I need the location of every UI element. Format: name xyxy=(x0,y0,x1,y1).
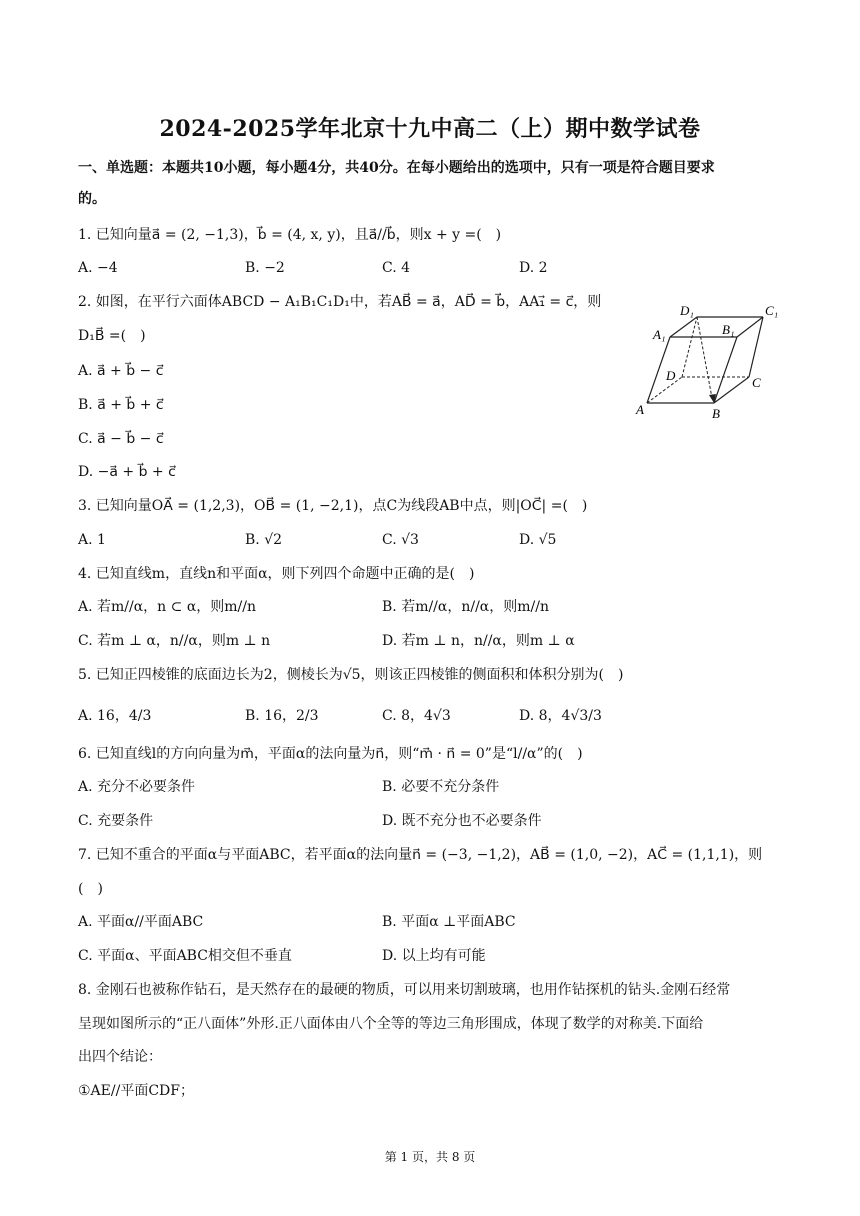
q1-option-d: D. 2 xyxy=(519,260,548,276)
edge-a1d1 xyxy=(670,317,697,337)
label-a: A xyxy=(636,402,644,417)
q5-option-b: B. 16，2/3 xyxy=(245,708,319,724)
label-a1: A₁ xyxy=(653,327,666,342)
q7-stem-line1: 7. 已知不重合的平面α与平面ABC，若平面α的法向量n⃗ = (−3, −1,2)，AB⃗ = (1,0, −2)，AC⃗ = (1,1,1)，则 xyxy=(78,847,763,863)
label-c: C xyxy=(752,375,761,390)
q2-option-d: D. −a⃗ + b⃗ + c⃗ xyxy=(78,464,176,480)
q3-option-a: A. 1 xyxy=(78,532,106,548)
q6-option-b: B. 必要不充分条件 xyxy=(382,779,500,795)
q6-stem: 6. 已知直线l的方向向量为m⃗，平面α的法向量为n⃗，则“m⃗ · n⃗ = 0”是“l//α”的( ) xyxy=(78,746,583,762)
q5-option-c: C. 8，4√3 xyxy=(382,708,451,724)
q6-option-a: A. 充分不必要条件 xyxy=(78,779,196,795)
q4-option-a: A. 若m//α，n ⊂ α，则m//n xyxy=(78,599,257,615)
q2-stem-line1: 2. 如图，在平行六面体ABCD − A₁B₁C₁D₁中，若AB⃗ = a⃗，AD⃗ = b⃗，AA₁⃗ = c⃗，则 xyxy=(78,294,602,310)
q4-option-c: C. 若m ⊥ α，n//α，则m ⊥ n xyxy=(78,633,271,649)
q8-line1: 8. 金刚石也被称作钻石，是天然存在的最硬的物质，可以用来切割玻璃，也用作钻探机的钻头.金刚石经常 xyxy=(78,982,731,998)
edge-bb1 xyxy=(714,337,737,403)
q6-option-d: D. 既不充分也不必要条件 xyxy=(382,813,542,829)
q1-option-b: B. −2 xyxy=(245,260,285,276)
q3-option-b: B. √2 xyxy=(245,532,283,548)
edge-ad-hidden xyxy=(647,377,682,403)
q4-option-d: D. 若m ⊥ n，n//α，则m ⊥ α xyxy=(382,633,575,649)
q7-option-d: D. 以上均有可能 xyxy=(382,948,486,964)
q2-stem-line2: D₁B⃗ =( ) xyxy=(78,328,146,344)
page-title: 2024-2025学年北京十九中高二（上）期中数学试卷 xyxy=(159,116,701,142)
page-footer: 第 1 页，共 8 页 xyxy=(384,1150,476,1164)
q5-option-a: A. 16，4/3 xyxy=(78,708,152,724)
q1-option-a: A. −4 xyxy=(78,260,118,276)
label-b1: B₁ xyxy=(722,322,735,337)
q8-line3: 出四个结论： xyxy=(78,1049,162,1065)
q7-option-b: B. 平面α ⊥平面ABC xyxy=(382,914,516,930)
edge-bc xyxy=(714,377,749,403)
q2-option-c: C. a⃗ − b⃗ − c⃗ xyxy=(78,431,164,447)
label-d1: D₁ xyxy=(680,303,694,318)
parallelepiped-figure xyxy=(630,296,790,426)
q3-stem: 3. 已知向量OA⃗ = (1,2,3)，OB⃗ = (1, −2,1)，点C为线段AB中点，则|OC⃗| =( ) xyxy=(78,498,588,514)
q5-option-d: D. 8，4√3/3 xyxy=(519,708,602,724)
q2-option-a: A. a⃗ + b⃗ − c⃗ xyxy=(78,363,164,379)
q1-stem: 1. 已知向量a⃗ = (2, −1,3)，b⃗ = (4, x, y)，且a⃗//b⃗，则x + y =( ) xyxy=(78,227,502,243)
q7-option-a: A. 平面α//平面ABC xyxy=(78,914,204,930)
q6-option-c: C. 充要条件 xyxy=(78,813,154,829)
q7-option-c: C. 平面α、平面ABC相交但不垂直 xyxy=(78,948,292,964)
label-d: D xyxy=(666,368,676,383)
section-heading-line1: 一、单选题：本题共10小题，每小题4分，共40分。在每小题给出的选项中，只有一项是符合题目要求 xyxy=(78,160,715,176)
vector-d1b xyxy=(697,317,712,398)
q3-option-d: D. √5 xyxy=(519,532,557,548)
q8-item1: ①AE//平面CDF； xyxy=(78,1083,194,1099)
q5-stem: 5. 已知正四棱锥的底面边长为2，侧棱长为√5，则该正四棱锥的侧面积和体积分别为( ) xyxy=(78,667,624,683)
q3-option-c: C. √3 xyxy=(382,532,419,548)
q4-stem: 4. 已知直线m，直线n和平面α，则下列四个命题中正确的是( ) xyxy=(78,566,475,582)
q1-option-c: C. 4 xyxy=(382,260,411,276)
q8-line2: 呈现如图所示的“正八面体”外形.正八面体由八个全等的等边三角形围成，体现了数学的对称美.下面给 xyxy=(78,1016,704,1032)
label-c1: C₁ xyxy=(765,303,779,318)
q7-stem-line2: ( ) xyxy=(78,881,103,897)
q2-option-b: B. a⃗ + b⃗ + c⃗ xyxy=(78,397,164,413)
section-heading-line2: 的。 xyxy=(78,191,106,207)
q4-option-b: B. 若m//α，n//α，则m//n xyxy=(382,599,549,615)
label-b: B xyxy=(712,406,720,421)
